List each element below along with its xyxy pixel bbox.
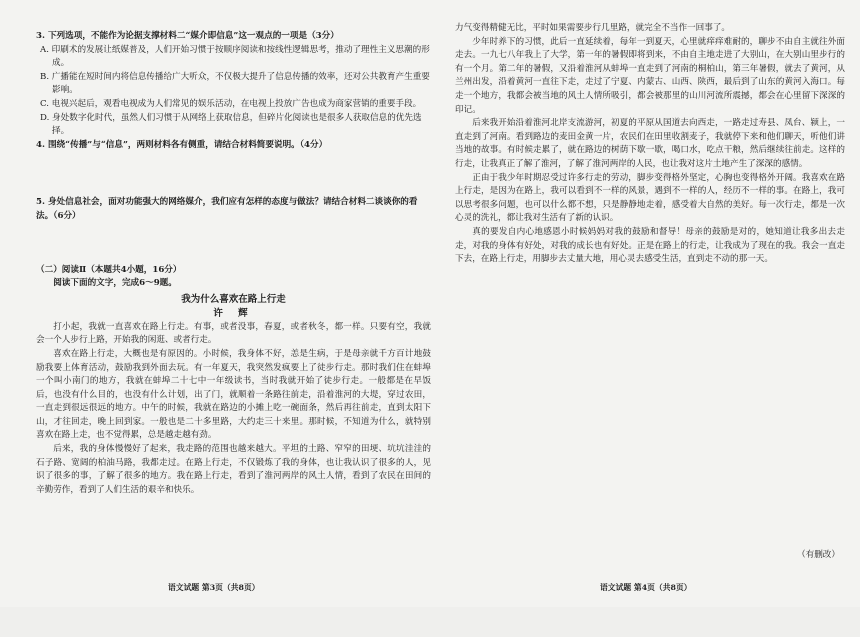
option-d: D. 身处数字化时代，虽然人们习惯于从网络上获取信息，但碎片化阅读也是很多人获取信息的优先选择。 (40, 112, 422, 137)
question-3: 3. 下列选项，不能作为论据支撑材料二“媒介即信息”这一观点的一项是（3分） (36, 31, 339, 41)
option-a: A. 印刷术的发展让纸媒普及，人们开始习惯于按顺序阅读和按线性逻辑思考，推动了理性主义思潮的形成。 (40, 44, 430, 69)
end-note: （有删改） (797, 550, 840, 560)
section-instruction: 阅读下面的文字，完成6～9题。 (53, 278, 177, 289)
page-footer-right: 语文试题 第4页（共8页） (600, 583, 692, 592)
essay-paragraph: 少年时养下的习惯，此后一直延续着，每年一到夏天，心里就痒痒难耐的，聊步不由自主就往外面走去。一九七八年我上了大学，第一年的暑假即将到来，不由自主地走进了大别山，在大别山里步行的有一个月。第二年的暑假，又沿着淮河从蚌埠一直走到了河南的桐柏山，第三年暑假，就去了黄河，从兰州出发，沿着黄河一直往下走，走过了宁夏、内蒙古、山西、陕西，最后到了山东的黄河入海口。每走一个地方，我都会被当地的风土人情所吸引，都会被那里的山川河流所震撼，都会在心里留下深深的印记。 (455, 36, 845, 115)
option-c: C. 电视兴起后，观看电视成为人们常见的娱乐活动，在电视上投放广告也成为商家营销的重要手段。 (40, 98, 422, 109)
option-b: B. 广播能在短时间内将信息传播给广大听众，不仅极大提升了信息传播的效率，还对公共教育产生重要影响。 (40, 71, 430, 96)
question-5: 5. 身处信息社会，面对功能强大的网络媒介，我们应有怎样的态度与做法？请结合材料二谈谈你的看法。（6分） (36, 197, 418, 221)
essay-paragraph: 打小起，我就一直喜欢在路上行走。有事，或者没事，春夏，或者秋冬，都一样。只要有空，我就会一个人步行上路，开始我的闲逛、或者行走。 (36, 321, 431, 346)
essay-paragraph: 后来我开始沿着淮河北岸支流游河，初夏的平原从国道去向西走，一路走过寿县、凤台、颍上，一直走到了河南。看到路边的麦田金黄一片，农民们在田里收割麦子，我就停下来和他们聊天，听他们讲当地的故事。有时候走累了，就在路边的树荫下歇一歇，喝口水，吃点干粮，然后继续往前走。这样的行走，让我真正了解了淮河，了解了淮河两岸的人民，也让我对这片土地产生了深深的感情。 (455, 118, 845, 169)
essay-paragraph: 力气变得精健无比，平时如果需要步行几里路，就完全不当作一回事了。 (455, 23, 731, 33)
page-footer-left: 语文试题 第3页（共8页） (168, 583, 260, 592)
left-column (36, 30, 431, 637)
essay-paragraph: 后来，我的身体慢慢好了起来，我走路的范围也越来越大。平坦的土路、窄窄的田埂、坑坑洼洼的石子路、宽阔的柏油马路，我都走过。在路上行走，不仅锻炼了我的身体，也让我认识了很多的人，见识了很多的事，了解了很多的地方。我在路上行走，看到了淮河两岸的风土人情，看到了农民在田间的辛勤劳作，看到了人们生活的艰辛和快乐。 (36, 444, 431, 495)
essay-title: 我为什么喜欢在路上行走 (181, 293, 286, 305)
essay-paragraph: 真的要发自内心地感恩小时候妈妈对我的鼓励和督导！母亲的鼓励是对的，她知道让我多出去走走，对我的身体有好处，对我的成长也有好处。正是在路上的行走，让我成为了现在的我。我会一直走下去，在路上行走，用脚步去丈量大地，用心灵去感受生活，直到走不动的那一天。 (455, 226, 845, 265)
essay-author: 许 辉 (213, 307, 254, 319)
right-column (455, 22, 845, 522)
section-heading: （二）阅读Ⅱ（本题共4小题，16分） (36, 264, 182, 275)
question-4: 4. 围绕“传播”与“信息”，两则材料各有侧重，请结合材料简要说明。（4分） (36, 139, 328, 150)
essay-paragraph: 正由于我少年时期忍受过许多行走的劳动，脚步变得格外坚定，心胸也变得格外开阔。我喜欢在路上行走，是因为在路上，我可以看到不一样的风景，遇到不一样的人，经历不一样的事。在路上，我可以思考很多问题，也可以什么都不想，只是静静地走着，感受着大自然的美好。每一次行走，都是一次心灵的洗礼，都让我对生活有了新的认识。 (455, 172, 845, 224)
essay-paragraph: 喜欢在路上行走，大概也是有原因的。小时候，我身体不好，恙是生病，于是母亲就千方百计地鼓励我要上体育活动，鼓励我到外面去玩。有一年夏天，我突然发疯要上了徒步行走。那时我们住在蚌埠一个叫小南门的地方，我就在蚌埠二十七中一年级读书，当时我就开始了徒步行走。一般都是在早饭后，也没有什么目的，也没有什么计划，出了门，就顺着一条路往前走，沿着淮河的大堤，穿过农田，一直走到很远很远的地方。中午的时候，我就在路边的小摊上吃一碗面条，然后再往前走，直到太阳下山，才往回走，晚上回到家。一般也是二十多里路，大约走三十来里。那时候，不知道为什么，就特别喜欢在路上走，也不觉得累，总是越走越有劲。 (36, 348, 431, 441)
